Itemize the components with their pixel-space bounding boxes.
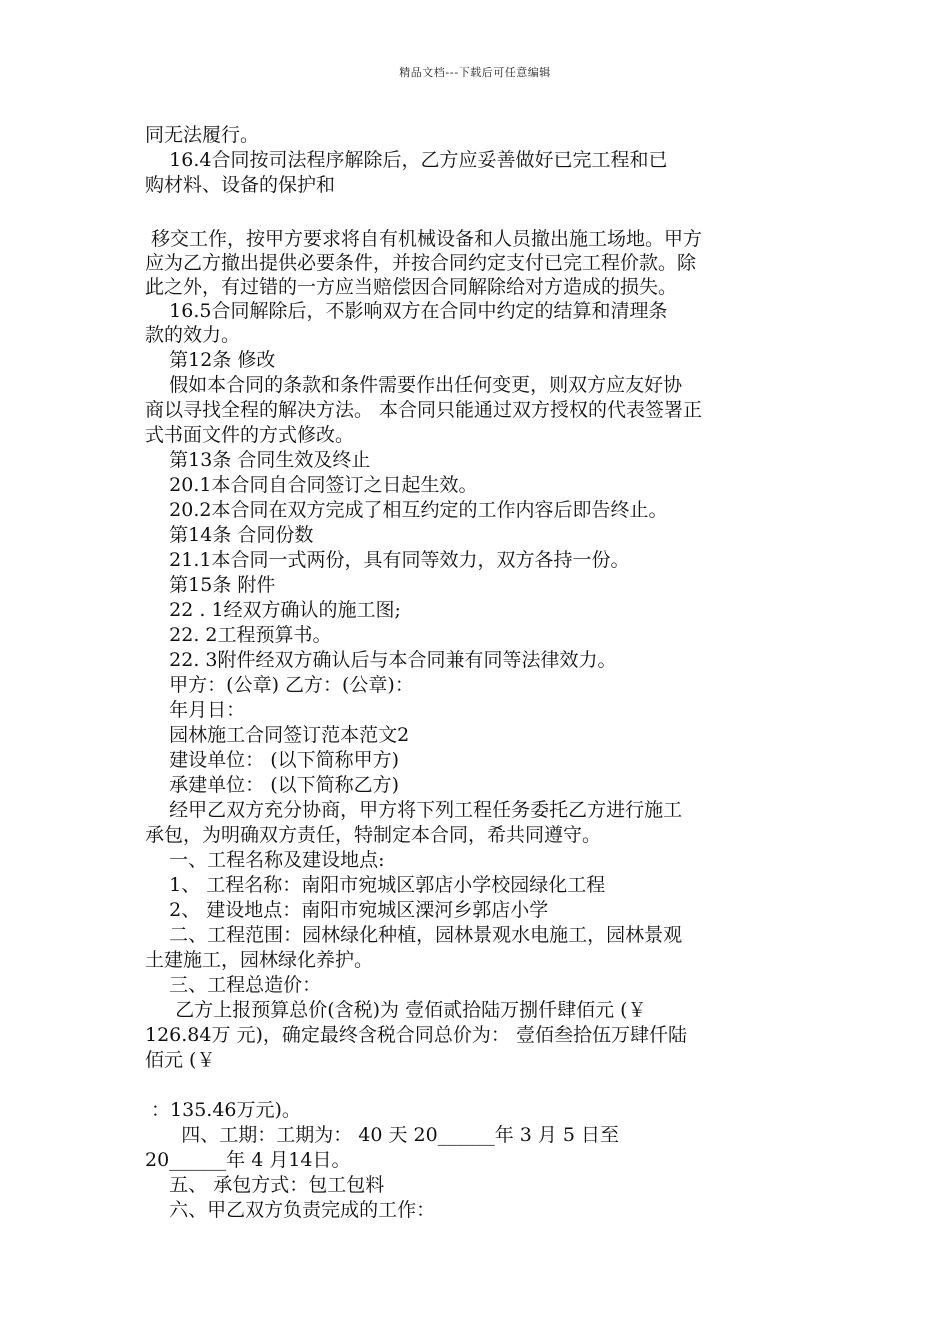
- text-line: 移交工作，按甲方要求将自有机械设备和人员撤出施工场地。甲方: [145, 228, 703, 250]
- text-line: 16.4合同按司法程序解除后，乙方应妥善做好已完工程和已: [145, 149, 668, 171]
- section-heading: 第13条 合同生效及终止: [145, 449, 371, 471]
- text-line: 20______年 4 月14日。: [145, 1149, 351, 1171]
- text-line: 商以寻找全程的解决方法。 本合同只能通过双方授权的代表签署正: [145, 399, 703, 421]
- signature-line: 甲方：(公章) 乙方：(公章)：: [145, 674, 414, 696]
- text-line: 二、工程范围：园林绿化种植，园林景观水电施工，园林景观: [145, 924, 683, 946]
- text-line: 2、 建设地点：南阳市宛城区溧河乡郭店小学: [145, 899, 549, 921]
- text-line: ：135.46万元)。: [145, 1099, 301, 1121]
- text-line: 五、 承包方式：包工包料: [145, 1174, 385, 1196]
- text-line: 乙方上报预算总价(含税)为 壹佰贰拾陆万捌仟肆佰元 (￥: [145, 999, 647, 1021]
- text-line: 佰元 (￥: [145, 1049, 216, 1071]
- text-line: 16.5合同解除后，不影响双方在合同中约定的结算和清理条: [145, 300, 668, 322]
- text-line: 承包，为明确双方责任，特制定本合同，希共同遵守。: [145, 824, 602, 846]
- text-line: 经甲乙双方充分协商，甲方将下列工程任务委托乙方进行施工: [145, 799, 683, 821]
- text-line: 22 . 1经双方确认的施工图;: [145, 599, 401, 621]
- text-line: 承建单位： (以下简称乙方): [145, 774, 400, 796]
- section-heading: 园林施工合同签订范本范文2: [145, 724, 410, 746]
- text-line: 21.1本合同一式两份，具有同等效力，双方各持一份。: [145, 549, 630, 571]
- text-line: 土建施工，园林绿化养护。: [145, 949, 374, 971]
- date-line: 年月日：: [145, 699, 246, 721]
- text-line: 1、 工程名称：南阳市宛城区郭店小学校园绿化工程: [145, 874, 606, 896]
- text-line: 此之外，有过错的一方应当赔偿因合同解除给对方造成的损失。: [145, 276, 678, 298]
- text-line: 22. 3附件经双方确认后与本合同兼有同等法律效力。: [145, 649, 617, 671]
- text-line: 款的效力。: [145, 324, 241, 346]
- text-line: 126.84万 元)，确定最终含税合同总价为： 壹佰叁拾伍万肆仟陆: [145, 1024, 687, 1046]
- text-line: 四、工期：工期为： 40 天 20______年 3 月 5 日至: [145, 1124, 620, 1146]
- text-line: 22. 2工程预算书。: [145, 624, 332, 646]
- text-line: 20.1本合同自合同签订之日起生效。: [145, 474, 478, 496]
- section-heading: 第12条 修改: [145, 349, 276, 371]
- text-line: 式书面文件的方式修改。: [145, 424, 355, 446]
- text-line: 同无法履行。: [145, 124, 260, 146]
- section-heading: 一、工程名称及建设地点:: [145, 849, 385, 871]
- text-line: 购材料、设备的保护和: [145, 174, 336, 196]
- page-header: 精品文档---下载后可任意编辑: [399, 66, 551, 79]
- text-line: 20.2本合同在双方完成了相互约定的工作内容后即告终止。: [145, 499, 668, 521]
- section-heading: 第15条 附件: [145, 574, 276, 596]
- text-line: 假如本合同的条款和条件需要作出任何变更，则双方应友好协: [145, 374, 683, 396]
- text-line: 建设单位： (以下简称甲方): [145, 749, 400, 771]
- section-heading: 六、甲乙双方负责完成的工作：: [145, 1199, 436, 1221]
- section-heading: 三、工程总造价：: [145, 974, 322, 996]
- section-heading: 第14条 合同份数: [145, 524, 314, 546]
- text-line: 应为乙方撤出提供必要条件，并按合同约定支付已完工程价款。除: [145, 252, 697, 274]
